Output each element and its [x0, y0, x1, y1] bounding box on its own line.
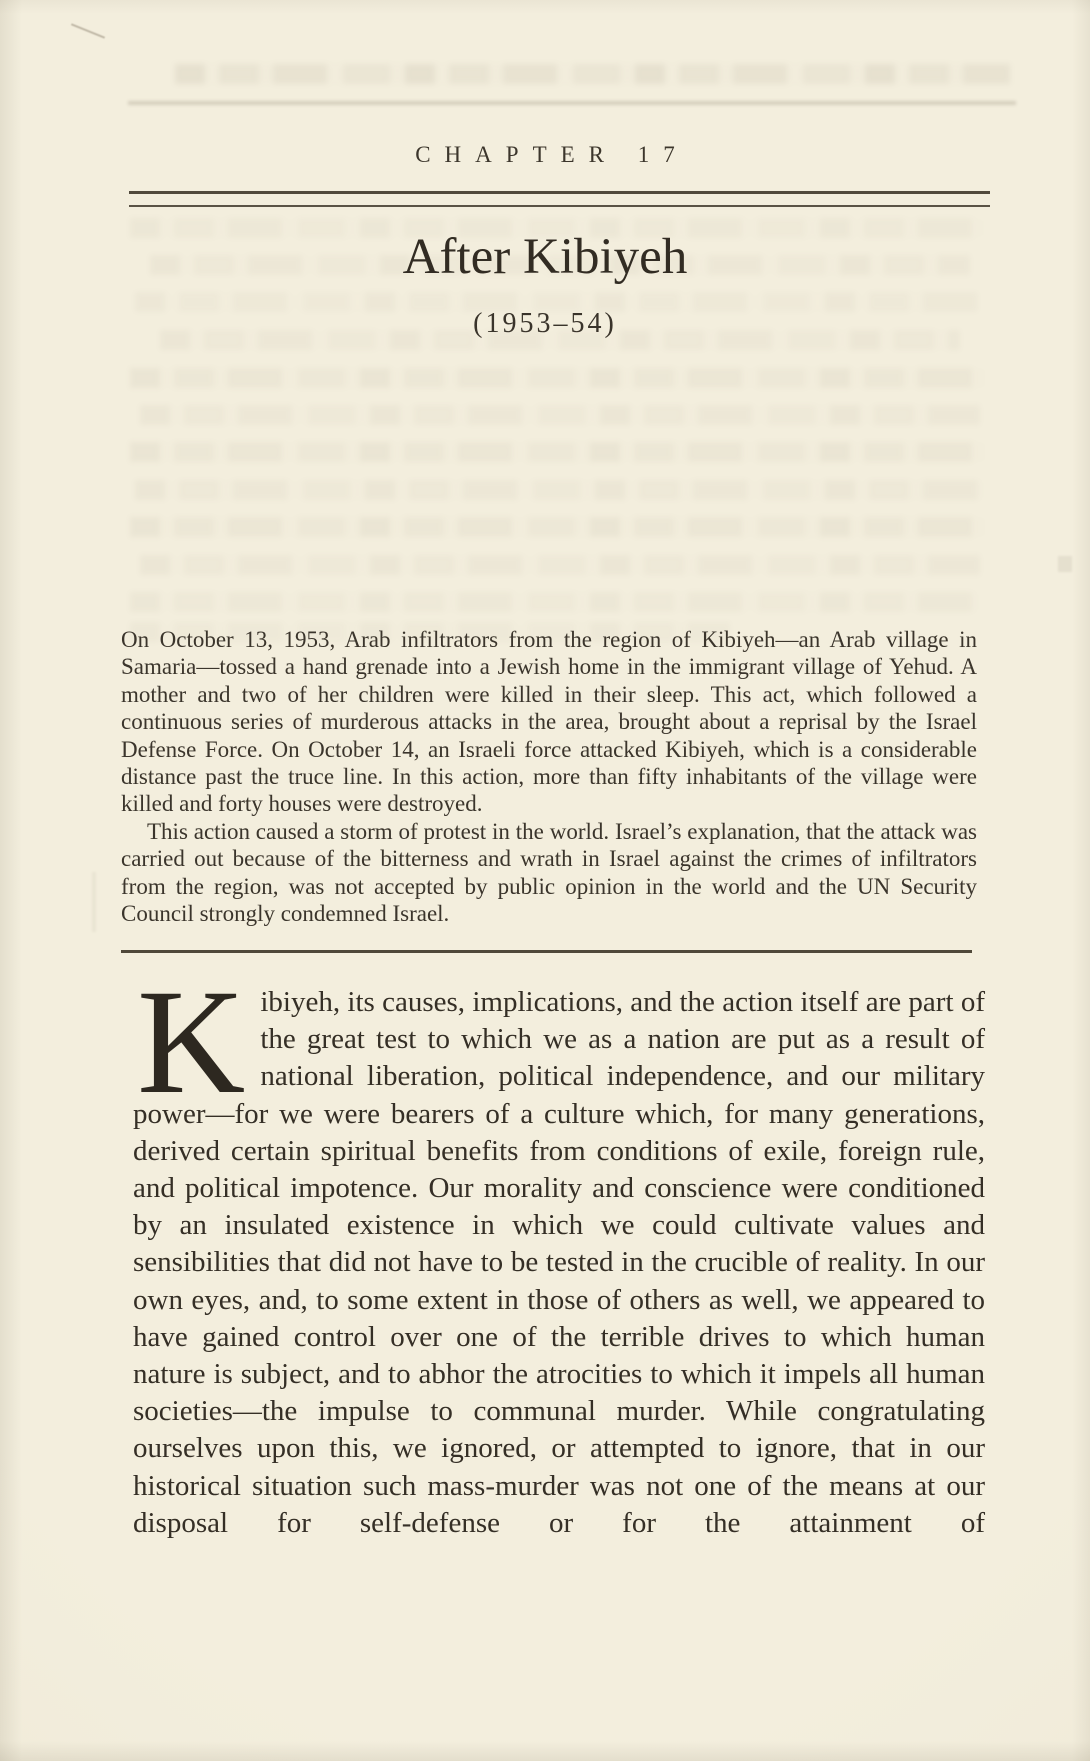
drop-cap: K	[137, 959, 246, 1125]
introductory-note	[121, 626, 977, 927]
chapter-date-range: (1953–54)	[473, 308, 617, 339]
bleed-through-artifact	[130, 517, 985, 537]
bleed-through-artifact	[175, 64, 1010, 84]
bleed-through-artifact	[140, 405, 980, 425]
intro-paragraph: This action caused a storm of protest in the world. Israel’s explanation, that the attack was carried out because of the bitterness and wrath in Israel against the crimes of infiltrators from the region, was not accepted by public opinion in the world and the UN Security Council strongly condemned Israel.	[121, 818, 977, 927]
chapter-label: CHAPTER 17	[415, 142, 689, 167]
bleed-through-artifact	[130, 442, 985, 462]
section-divider-rule	[121, 950, 972, 953]
chapter-body	[133, 959, 985, 1542]
bleed-through-artifact	[130, 592, 980, 612]
scratch-artifact	[71, 23, 105, 38]
bleed-through-artifact	[140, 555, 980, 575]
bleed-through-artifact	[130, 368, 985, 388]
edge-smudge-artifact	[1058, 556, 1072, 572]
chapter-head-rule	[129, 191, 990, 207]
edge-smudge-artifact	[92, 872, 96, 932]
chapter-title: After Kibiyeh	[402, 229, 688, 285]
bleed-through-artifact	[128, 101, 1016, 105]
bleed-through-artifact	[135, 480, 985, 500]
intro-paragraph: On October 13, 1953, Arab infiltrators from the region of Kibiyeh—an Arab village in Samaria—tossed a hand grenade into a Jewish home in the immigrant village of Yehud. A mother and two of her children were killed in their sleep. This act, which followed a continuous series of murderous attacks in the area, brought about a reprisal by the Israel Defense Force. On October 14, an Israeli force attacked Kibiyeh, which is a considerable distance past the truce line. In this action, more than fifty inhabitants of the village were killed and forty houses were destroyed.	[121, 627, 977, 817]
body-text: ibiyeh, its causes, implications, and the action itself are part of the great test to which we as a nation are put as a result of national liberation, political independence, and our military power—for we were bearers of a culture which, for many generations, derived certain spiritual benefits from conditions of exile, foreign rule, and political impotence. Our morality and conscience were conditioned by an insulated existence in which we could cultivate values and sensibilities that did not have to be tested in the crucible of reality. In our own eyes, and, to some extent in those of others as well, we appeared to have gained control over one of the terrible drives to which human nature is subject, and to abhor the atrocities to which it impels all human societies—the impulse to communal murder. While congratulating ourselves upon this, we ignored, or attempted to ignore, that in our historical situation such mass-murder was not one of the means at our disposal for self-defense or for the attainment of	[133, 986, 985, 1539]
body-paragraph	[133, 959, 985, 1542]
